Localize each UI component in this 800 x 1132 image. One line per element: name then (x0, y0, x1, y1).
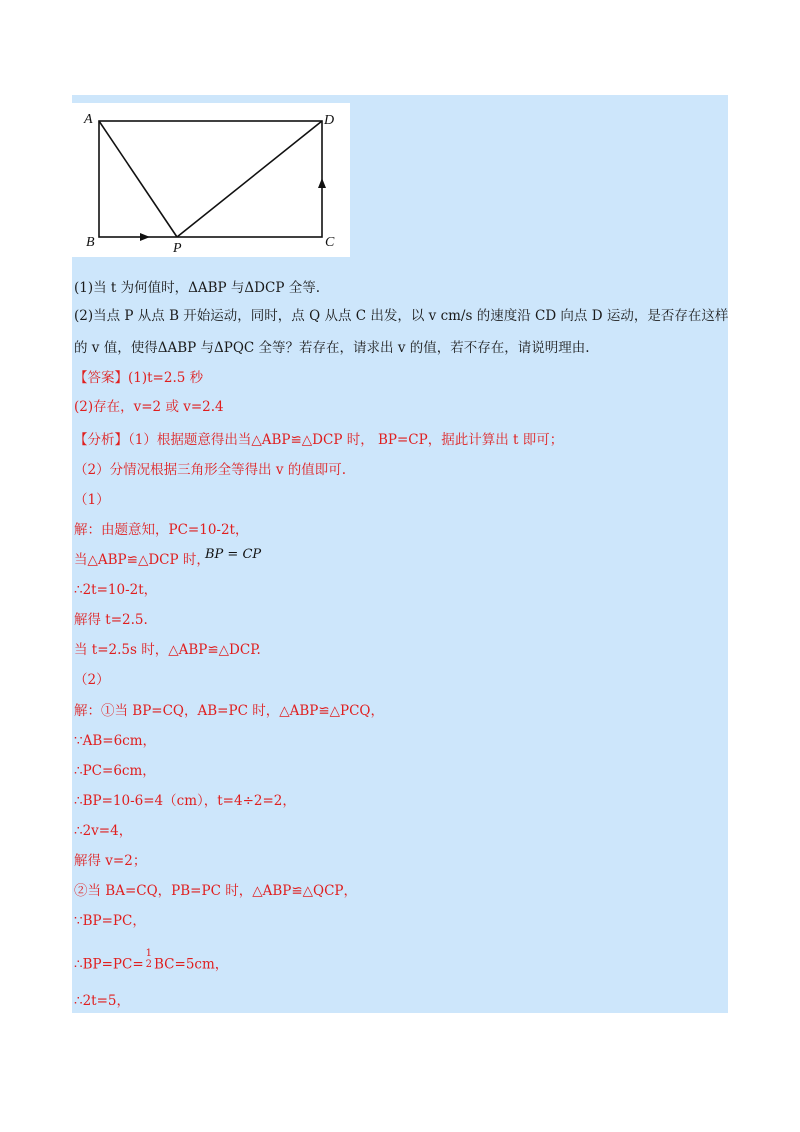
solution-line-5: 当 t=2.5s 时，△ABP≌△DCP. (74, 642, 261, 658)
analysis-part-1-heading: （1） (74, 492, 110, 508)
analysis-line-1: 【分析】（1）根据题意得出当△ABP≌△DCP 时， BP=CP，据此计算出 t 即可； (74, 432, 564, 448)
solution-line-9: ∴BP=10-6=4（cm），t=4÷2=2， (74, 793, 296, 809)
question-2-line-2: 的 v 值，使得ΔABP 与ΔPQC 全等？若存在，请求出 v 的值，若不存在，请说明理由. (74, 340, 590, 356)
solution-line-4: 解得 t=2.5. (74, 612, 148, 628)
label-a: A (84, 112, 93, 127)
rectangle-abcd (99, 121, 322, 237)
geometry-figure (72, 103, 350, 257)
answer-line-1: 【答案】(1)t=2.5 秒 (74, 370, 204, 386)
solution-line-3: ∴2t=10-2t， (74, 582, 158, 598)
solution-line-8: ∴PC=6cm， (74, 763, 156, 779)
solution-line-14 (74, 948, 229, 976)
fraction-denominator: 2 (145, 959, 153, 970)
solution-line-14-end: BC=5cm， (154, 956, 229, 973)
label-b: B (86, 235, 95, 250)
fraction-numerator: 1 (145, 948, 153, 959)
arrow-up-icon (318, 178, 326, 188)
equation-bp-cp: BP = CP (205, 547, 262, 562)
solution-line-12: ②当 BA=CQ，PB=PC 时，△ABP≌△QCP， (74, 883, 357, 899)
solution-line-7: ∵AB=6cm， (74, 733, 157, 749)
solution-line-11: 解得 v=2； (74, 853, 147, 869)
label-c: C (325, 235, 335, 250)
label-p: P (173, 241, 182, 256)
analysis-part-2-heading: （2） (74, 672, 110, 688)
solution-line-15: ∴2t=5， (74, 993, 131, 1009)
rectangle-diagram (72, 103, 350, 257)
segment-ap (99, 121, 177, 237)
answer-line-2: (2)存在，v=2 或 v=2.4 (74, 399, 224, 415)
solution-line-10: ∴2v=4， (74, 823, 133, 839)
solution-line-14-start: ∴BP=PC= (74, 956, 144, 973)
question-2-line-1: (2)当点 P 从点 B 开始运动，同时，点 Q 从点 C 出发，以 v cm/s 的速度沿 CD 向点 D 运动，是否存在这样 (74, 308, 729, 324)
segment-pd (177, 121, 322, 237)
solution-line-13: ∵BP=PC， (74, 913, 146, 929)
solution-line-1: 解：由题意知，PC=10-2t， (74, 522, 249, 538)
solution-line-6: 解：①当 BP=CQ，AB=PC 时，△ABP≌△PCQ， (74, 703, 384, 719)
question-1: (1)当 t 为何值时，ΔABP 与ΔDCP 全等. (74, 280, 320, 296)
label-d: D (324, 113, 335, 128)
solution-line-2: 当△ABP≌△DCP 时， (74, 552, 210, 568)
analysis-line-2: （2）分情况根据三角形全等得出 v 的值即可. (74, 462, 347, 478)
fraction-one-half (146, 948, 152, 970)
arrow-right-icon (140, 233, 150, 241)
